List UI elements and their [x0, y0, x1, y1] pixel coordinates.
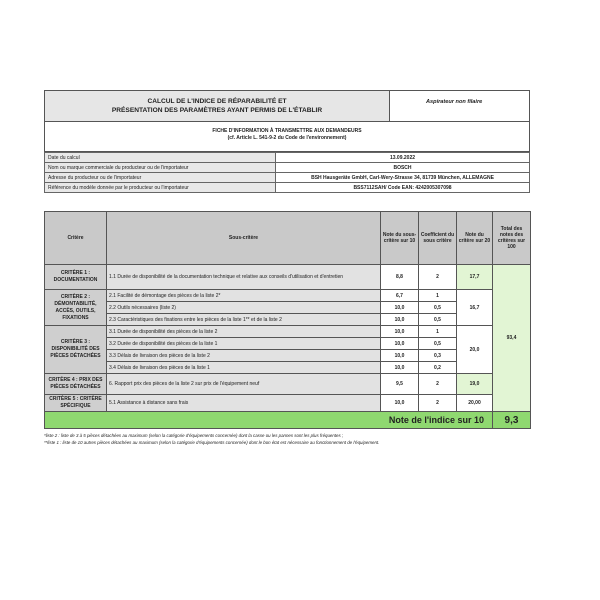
final-score-label: Note de l'indice sur 10 [45, 412, 493, 429]
criterion-name: CRITÈRE 5 : CRITÈRE SPÉCIFIQUE [45, 395, 107, 412]
title-line-2: PRÉSENTATION DES PARAMÈTRES AYANT PERMIS DE L'ÉTABLIR [111, 107, 323, 114]
info-label: Adresse du producteur ou de l'importateur [45, 173, 276, 183]
title-line-1: CALCUL DE L'INDICE DE RÉPARABILITÉ ET [147, 98, 287, 105]
subcriterion-coef: 0,5 [419, 338, 457, 350]
criterion-score: 20,0 [457, 326, 493, 374]
col-note20: Note du critère sur 20 [457, 212, 493, 265]
info-row [45, 183, 530, 193]
table-row [45, 395, 531, 412]
product-type: Aspirateur non filaire [390, 91, 529, 121]
info-row [45, 173, 530, 183]
criterion-score: 20,00 [457, 395, 493, 412]
subcriterion-note: 10,0 [381, 302, 419, 314]
criterion-score: 17,7 [457, 265, 493, 290]
subcriterion-coef: 0,5 [419, 314, 457, 326]
info-row [45, 163, 530, 173]
col-critere: Critère [45, 212, 107, 265]
subcriterion-note: 8,8 [381, 265, 419, 290]
subcriterion-label: 2.3 Caractéristiques des fixations entre les pièces de la liste 1** et de la liste 2 [107, 314, 381, 326]
subcriterion-label: 3.1 Durée de disponibilité des pièces de la liste 2 [107, 326, 381, 338]
col-sous-critere: Sous-critère [107, 212, 381, 265]
subcriterion-coef: 1 [419, 326, 457, 338]
subcriterion-coef: 2 [419, 374, 457, 395]
final-score-row [45, 412, 531, 429]
info-label: Date du calcul [45, 153, 276, 163]
footnote-1: *liste 2 : liste de 3 à 5 pièces détachées au maximum (selon la catégorie d'équipements concernée) dont la casse ou les pannes sont les plus fréquentes ; [44, 433, 344, 438]
col-note10: Note du sous-critère sur 10 [381, 212, 419, 265]
fiche-line-2: (cf. Article L. 541-9-2 du Code de l'environnement) [227, 135, 347, 141]
table-row [45, 290, 531, 302]
repairability-sheet [44, 90, 530, 446]
info-value: 13.09.2022 [276, 153, 530, 163]
criterion-name: CRITÈRE 1 : DOCUMENTATION [45, 265, 107, 290]
info-value: BSS7112SAH/ Code EAN: 4242005307098 [276, 183, 530, 193]
subcriterion-coef: 2 [419, 395, 457, 412]
subcriterion-label: 1.1 Durée de disponibilité de la documentation technique et relative aux conseils d'utilisation et d'entretien [107, 265, 381, 290]
fiche-line-1: FICHE D'INFORMATION À TRANSMETTRE AUX DEMANDEURS [212, 128, 362, 134]
subcriterion-note: 10,0 [381, 362, 419, 374]
info-value: BOSCH [276, 163, 530, 173]
subcriterion-note: 10,0 [381, 395, 419, 412]
subcriterion-coef: 2 [419, 265, 457, 290]
subcriterion-label: 2.1 Facilité de démontage des pièces de la liste 2* [107, 290, 381, 302]
col-total: Total des notes des critères sur 100 [493, 212, 531, 265]
fiche-info [44, 122, 530, 152]
subcriterion-label: 6. Rapport prix des pièces de la liste 2 sur prix de l'équipement neuf [107, 374, 381, 395]
subcriterion-coef: 1 [419, 290, 457, 302]
table-row [45, 265, 531, 290]
subcriterion-note: 10,0 [381, 338, 419, 350]
table-row [45, 374, 531, 395]
sheet-title [45, 91, 390, 121]
total-score: 93,4 [493, 265, 531, 412]
info-table [44, 152, 530, 193]
subcriterion-coef: 0,3 [419, 350, 457, 362]
footnotes [44, 432, 530, 446]
subcriterion-note: 9,5 [381, 374, 419, 395]
sheet-header [44, 90, 530, 122]
subcriterion-note: 10,0 [381, 314, 419, 326]
subcriterion-label: 3.4 Délais de livraison des pièces de la liste 1 [107, 362, 381, 374]
subcriterion-coef: 0,5 [419, 302, 457, 314]
info-row [45, 153, 530, 163]
final-score-value: 9,3 [493, 412, 531, 429]
subcriterion-note: 10,0 [381, 350, 419, 362]
subcriterion-note: 10,0 [381, 326, 419, 338]
criterion-score: 19,0 [457, 374, 493, 395]
criterion-score: 16,7 [457, 290, 493, 326]
subcriterion-label: 3.3 Délais de livraison des pièces de la liste 2 [107, 350, 381, 362]
info-label: Nom ou marque commerciale du producteur ou de l'importateur [45, 163, 276, 173]
subcriterion-coef: 0,2 [419, 362, 457, 374]
score-table [44, 211, 531, 429]
col-coef: Coefficient du sous critère [419, 212, 457, 265]
subcriterion-label: 2.2 Outils nécessaires (liste 2) [107, 302, 381, 314]
table-header-row [45, 212, 531, 265]
table-row [45, 326, 531, 338]
info-value: BSH Hausgeräte GmbH, Carl-Wery-Strasse 34, 81739 München, ALLEMAGNE [276, 173, 530, 183]
criterion-name: CRITÈRE 3 : DISPONIBILITÉ DES PIÈCES DÉTACHÉES [45, 326, 107, 374]
subcriterion-label: 5.1 Assistance à distance sans frais [107, 395, 381, 412]
footnote-2: **liste 1 : liste de 10 autres pièces détachées au maximum (selon la catégorie d'équipements concernée) dont le bon état est nécessaire au fonctionnement de l'équipement. [44, 440, 380, 445]
info-label: Référence du modèle donnée par le producteur ou l'importateur [45, 183, 276, 193]
subcriterion-label: 3.2 Durée de disponibilité des pièces de la liste 1 [107, 338, 381, 350]
subcriterion-note: 6,7 [381, 290, 419, 302]
criterion-name: CRITÈRE 4 : PRIX DES PIÈCES DÉTACHÉES [45, 374, 107, 395]
criterion-name: CRITÈRE 2 : DÉMONTABILITÉ, ACCÈS, OUTILS, FIXATIONS [45, 290, 107, 326]
